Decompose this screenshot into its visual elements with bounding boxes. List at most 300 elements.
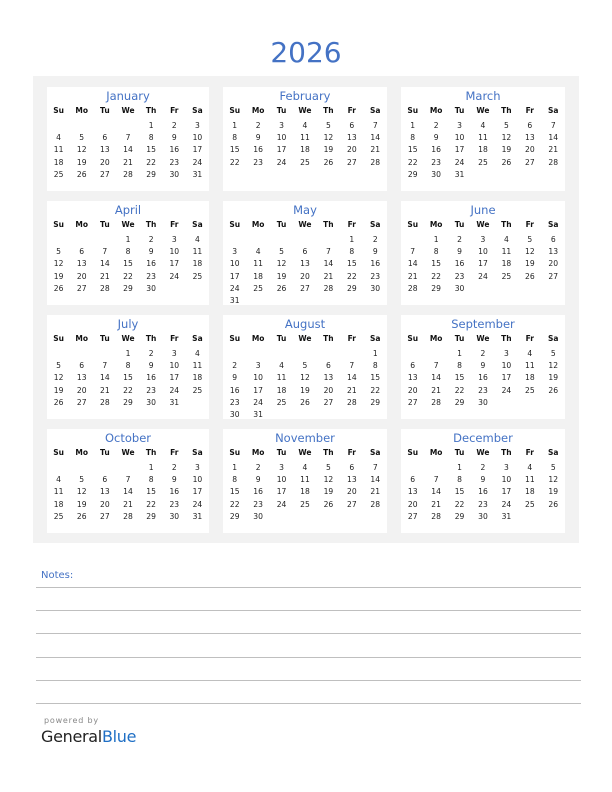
day-cell: 1 bbox=[232, 463, 238, 472]
month-card-february bbox=[223, 87, 387, 191]
day-cell: 6 bbox=[325, 361, 331, 371]
days-grid bbox=[401, 234, 565, 295]
day-cell: 13 bbox=[346, 133, 357, 143]
day-cell: 29 bbox=[146, 511, 156, 521]
day-cell: 31 bbox=[501, 511, 512, 521]
day-cell: 21 bbox=[346, 385, 357, 395]
day-cell: 18 bbox=[524, 487, 535, 497]
day-cell: 9 bbox=[480, 475, 486, 485]
days-grid bbox=[401, 120, 565, 181]
day-cell: 25 bbox=[300, 157, 310, 167]
weekday-label: Sa bbox=[548, 448, 559, 457]
empty-day bbox=[116, 120, 139, 132]
day-cell: 17 bbox=[276, 487, 287, 497]
weekday-header bbox=[401, 220, 565, 229]
day-cell: 14 bbox=[346, 373, 357, 383]
day-cell: 5 bbox=[550, 463, 556, 472]
day-cell: 13 bbox=[100, 487, 110, 497]
empty-day bbox=[47, 234, 70, 246]
weekday-header bbox=[47, 220, 209, 229]
day-cell: 12 bbox=[524, 247, 535, 257]
day-cell: 26 bbox=[524, 271, 535, 281]
day-cell: 17 bbox=[169, 259, 180, 269]
day-cell: 19 bbox=[53, 385, 64, 395]
day-cell: 11 bbox=[478, 133, 488, 143]
day-cell: 3 bbox=[171, 235, 177, 244]
weekday-label: Sa bbox=[370, 106, 381, 115]
day-cell: 7 bbox=[125, 475, 131, 485]
day-cell: 14 bbox=[407, 259, 418, 269]
day-cell: 4 bbox=[194, 349, 200, 358]
day-cell: 27 bbox=[300, 283, 310, 293]
weekday-label: Su bbox=[53, 448, 64, 457]
day-cell: 23 bbox=[253, 499, 263, 509]
day-cell: 6 bbox=[79, 247, 85, 257]
weekday-label: Tu bbox=[100, 448, 110, 457]
day-cell: 15 bbox=[123, 373, 133, 383]
day-cell: 6 bbox=[527, 121, 533, 130]
day-cell: 10 bbox=[229, 259, 240, 269]
day-cell: 18 bbox=[192, 259, 203, 269]
day-cell: 7 bbox=[550, 121, 556, 130]
day-cell: 18 bbox=[300, 145, 310, 155]
weekday-label: Th bbox=[145, 106, 157, 115]
day-cell: 31 bbox=[169, 397, 180, 407]
days-grid bbox=[223, 234, 387, 307]
day-cell: 22 bbox=[346, 271, 357, 281]
day-cell: 2 bbox=[457, 235, 462, 244]
weekday-label: Mo bbox=[75, 106, 89, 115]
day-cell: 14 bbox=[548, 133, 559, 143]
note-line bbox=[36, 657, 581, 658]
day-cell: 27 bbox=[76, 397, 87, 407]
day-cell: 21 bbox=[431, 499, 441, 509]
note-line bbox=[36, 703, 581, 704]
day-cell: 4 bbox=[503, 235, 509, 244]
day-cell: 25 bbox=[53, 511, 64, 521]
day-cell: 21 bbox=[100, 271, 110, 281]
empty-day bbox=[401, 348, 424, 360]
day-cell: 24 bbox=[276, 157, 287, 167]
empty-day bbox=[317, 348, 340, 360]
day-cell: 30 bbox=[169, 511, 180, 521]
day-cell: 28 bbox=[431, 511, 441, 521]
weekday-header bbox=[47, 106, 209, 115]
day-cell: 23 bbox=[146, 385, 156, 395]
day-cell: 18 bbox=[253, 271, 263, 281]
day-cell: 21 bbox=[370, 145, 381, 155]
month-card-january bbox=[47, 87, 209, 191]
day-cell: 3 bbox=[171, 349, 177, 358]
month-card-june bbox=[401, 201, 565, 305]
weekday-label: Fr bbox=[170, 448, 179, 457]
empty-day bbox=[70, 120, 93, 132]
weekday-label: Th bbox=[501, 220, 512, 229]
days-grid bbox=[47, 234, 209, 295]
day-cell: 28 bbox=[123, 169, 133, 179]
day-cell: 1 bbox=[349, 235, 355, 244]
weekday-header bbox=[401, 334, 565, 343]
day-cell: 24 bbox=[276, 499, 287, 509]
day-cell: 26 bbox=[501, 157, 512, 167]
day-cell: 18 bbox=[501, 259, 512, 269]
day-cell: 29 bbox=[123, 283, 133, 293]
day-cell: 14 bbox=[370, 475, 381, 485]
weekday-label: Mo bbox=[75, 448, 89, 457]
weekday-header bbox=[401, 106, 565, 115]
day-cell: 25 bbox=[300, 499, 310, 509]
days-grid bbox=[223, 348, 387, 421]
day-cell: 7 bbox=[125, 133, 131, 143]
weekday-label: Su bbox=[229, 334, 241, 343]
day-cell: 13 bbox=[407, 373, 418, 383]
day-cell: 7 bbox=[372, 121, 378, 130]
weekday-label: Sa bbox=[192, 448, 203, 457]
day-cell: 20 bbox=[100, 499, 110, 509]
day-cell: 5 bbox=[79, 133, 85, 143]
day-cell: 27 bbox=[100, 169, 110, 179]
month-name: April bbox=[114, 203, 142, 217]
day-cell: 9 bbox=[433, 133, 439, 143]
day-cell: 21 bbox=[431, 385, 441, 395]
day-cell: 8 bbox=[433, 247, 439, 257]
day-cell: 4 bbox=[527, 463, 533, 472]
day-cell: 6 bbox=[102, 133, 108, 143]
day-cell: 18 bbox=[276, 385, 287, 395]
day-cell: 25 bbox=[478, 157, 488, 167]
day-cell: 28 bbox=[370, 499, 381, 509]
day-cell: 29 bbox=[370, 397, 381, 407]
day-cell: 26 bbox=[53, 283, 64, 293]
day-cell: 8 bbox=[372, 361, 378, 371]
day-cell: 24 bbox=[192, 499, 203, 509]
month-card-july bbox=[47, 315, 209, 419]
notes-label: Notes: bbox=[41, 570, 74, 581]
weekday-label: Mo bbox=[429, 220, 443, 229]
month-card-march bbox=[401, 87, 565, 191]
day-cell: 23 bbox=[431, 157, 441, 167]
day-cell: 2 bbox=[372, 235, 378, 244]
note-line bbox=[36, 680, 581, 681]
weekday-label: Sa bbox=[548, 334, 559, 343]
weekday-label: We bbox=[298, 220, 312, 229]
empty-day bbox=[246, 348, 269, 360]
day-cell: 11 bbox=[53, 487, 64, 497]
weekday-label: Fr bbox=[525, 220, 534, 229]
empty-day bbox=[223, 234, 246, 246]
day-cell: 16 bbox=[431, 145, 441, 155]
empty-day bbox=[270, 348, 293, 360]
weekday-label: Mo bbox=[75, 334, 89, 343]
day-cell: 28 bbox=[123, 511, 133, 521]
day-cell: 20 bbox=[407, 499, 418, 509]
day-cell: 18 bbox=[53, 499, 64, 509]
empty-day bbox=[116, 462, 139, 474]
day-cell: 7 bbox=[349, 361, 355, 371]
day-cell: 30 bbox=[169, 169, 180, 179]
day-cell: 31 bbox=[192, 511, 203, 521]
day-cell: 17 bbox=[192, 145, 203, 155]
weekday-header bbox=[223, 448, 387, 457]
day-cell: 11 bbox=[276, 373, 287, 383]
day-cell: 3 bbox=[457, 121, 462, 130]
day-cell: 12 bbox=[548, 475, 559, 485]
day-cell: 2 bbox=[232, 361, 238, 371]
day-cell: 11 bbox=[192, 361, 203, 371]
day-cell: 9 bbox=[372, 247, 378, 257]
weekday-label: Su bbox=[229, 220, 241, 229]
weekday-label: We bbox=[298, 448, 312, 457]
day-cell: 21 bbox=[548, 145, 559, 155]
day-cell: 3 bbox=[255, 361, 261, 371]
day-cell: 31 bbox=[454, 169, 465, 179]
weekday-header bbox=[223, 220, 387, 229]
day-cell: 4 bbox=[302, 463, 308, 472]
month-name: March bbox=[465, 89, 501, 103]
weekday-label: Su bbox=[229, 106, 241, 115]
month-card-december bbox=[401, 429, 565, 533]
day-cell: 27 bbox=[407, 397, 418, 407]
day-cell: 13 bbox=[524, 133, 535, 143]
day-cell: 11 bbox=[192, 247, 203, 257]
day-cell: 5 bbox=[56, 247, 61, 257]
weekday-label: Tu bbox=[454, 106, 465, 115]
day-cell: 28 bbox=[346, 397, 357, 407]
day-cell: 5 bbox=[503, 121, 509, 130]
day-cell: 27 bbox=[100, 511, 110, 521]
day-cell: 26 bbox=[276, 283, 287, 293]
empty-day bbox=[70, 462, 93, 474]
note-line bbox=[36, 610, 581, 611]
day-cell: 12 bbox=[53, 373, 64, 383]
weekday-label: Th bbox=[323, 106, 334, 115]
day-cell: 3 bbox=[232, 247, 238, 257]
weekday-label: Fr bbox=[525, 448, 534, 457]
weekday-label: Fr bbox=[170, 220, 179, 229]
day-cell: 12 bbox=[323, 475, 334, 485]
weekday-label: Sa bbox=[548, 106, 559, 115]
day-cell: 3 bbox=[480, 235, 486, 244]
day-cell: 20 bbox=[100, 157, 110, 167]
empty-day bbox=[246, 234, 269, 246]
empty-day bbox=[223, 348, 246, 360]
day-cell: 23 bbox=[169, 157, 180, 167]
days-grid bbox=[47, 120, 209, 181]
day-cell: 8 bbox=[410, 133, 416, 143]
day-cell: 23 bbox=[253, 157, 263, 167]
day-cell: 7 bbox=[433, 361, 439, 371]
day-cell: 12 bbox=[76, 145, 87, 155]
empty-day bbox=[293, 234, 316, 246]
day-cell: 11 bbox=[253, 259, 263, 269]
day-cell: 10 bbox=[454, 133, 465, 143]
day-cell: 20 bbox=[76, 385, 87, 395]
weekday-label: Fr bbox=[170, 334, 179, 343]
day-cell: 8 bbox=[457, 475, 462, 485]
days-grid bbox=[401, 348, 565, 409]
day-cell: 19 bbox=[524, 259, 535, 269]
weekday-label: Mo bbox=[251, 220, 265, 229]
weekday-label: Mo bbox=[75, 220, 89, 229]
day-cell: 27 bbox=[346, 157, 357, 167]
day-cell: 26 bbox=[76, 511, 87, 521]
day-cell: 22 bbox=[146, 157, 156, 167]
year-title: 2026 bbox=[270, 36, 342, 69]
day-cell: 28 bbox=[431, 397, 441, 407]
day-cell: 9 bbox=[255, 133, 261, 143]
day-cell: 17 bbox=[192, 487, 203, 497]
day-cell: 17 bbox=[454, 145, 465, 155]
day-cell: 16 bbox=[454, 259, 465, 269]
day-cell: 20 bbox=[346, 487, 357, 497]
day-cell: 22 bbox=[454, 385, 465, 395]
day-cell: 25 bbox=[524, 385, 535, 395]
day-cell: 5 bbox=[56, 361, 61, 371]
day-cell: 17 bbox=[501, 487, 512, 497]
day-cell: 15 bbox=[146, 487, 156, 497]
brand-general: General bbox=[41, 727, 102, 746]
day-cell: 29 bbox=[146, 169, 156, 179]
day-cell: 22 bbox=[454, 499, 465, 509]
empty-day bbox=[47, 462, 70, 474]
day-cell: 23 bbox=[229, 397, 240, 407]
day-cell: 4 bbox=[56, 475, 61, 485]
day-cell: 19 bbox=[300, 385, 310, 395]
empty-day bbox=[401, 234, 424, 246]
day-cell: 14 bbox=[323, 259, 334, 269]
day-cell: 20 bbox=[548, 259, 559, 269]
day-cell: 29 bbox=[454, 397, 465, 407]
weekday-label: Mo bbox=[429, 334, 443, 343]
day-cell: 29 bbox=[454, 511, 465, 521]
day-cell: 1 bbox=[410, 121, 416, 130]
day-cell: 7 bbox=[325, 247, 331, 257]
month-name: February bbox=[279, 89, 331, 103]
day-cell: 19 bbox=[76, 499, 87, 509]
day-cell: 4 bbox=[255, 247, 261, 257]
day-cell: 2 bbox=[148, 235, 154, 244]
day-cell: 23 bbox=[478, 499, 488, 509]
day-cell: 3 bbox=[279, 121, 284, 130]
day-cell: 19 bbox=[548, 373, 559, 383]
day-cell: 6 bbox=[349, 463, 355, 472]
day-cell: 4 bbox=[302, 121, 308, 130]
day-cell: 28 bbox=[100, 397, 110, 407]
weekday-label: Su bbox=[53, 334, 64, 343]
day-cell: 2 bbox=[171, 121, 177, 130]
day-cell: 12 bbox=[323, 133, 334, 143]
day-cell: 5 bbox=[325, 463, 331, 472]
day-cell: 8 bbox=[232, 133, 238, 143]
day-cell: 28 bbox=[323, 283, 334, 293]
day-cell: 1 bbox=[148, 463, 154, 472]
day-cell: 1 bbox=[232, 121, 238, 130]
day-cell: 16 bbox=[478, 487, 488, 497]
day-cell: 3 bbox=[503, 463, 509, 472]
month-card-april bbox=[47, 201, 209, 305]
day-cell: 20 bbox=[300, 271, 310, 281]
weekday-label: Fr bbox=[525, 334, 534, 343]
weekday-label: We bbox=[121, 220, 135, 229]
day-cell: 14 bbox=[431, 373, 441, 383]
month-card-october bbox=[47, 429, 209, 533]
weekday-label: Su bbox=[407, 106, 419, 115]
day-cell: 27 bbox=[76, 283, 87, 293]
empty-day bbox=[270, 234, 293, 246]
day-cell: 2 bbox=[148, 349, 154, 358]
brand-logo bbox=[41, 727, 136, 746]
day-cell: 22 bbox=[229, 499, 240, 509]
day-cell: 29 bbox=[346, 283, 357, 293]
day-cell: 5 bbox=[325, 121, 331, 130]
month-name: September bbox=[451, 317, 515, 331]
day-cell: 16 bbox=[370, 259, 381, 269]
empty-day bbox=[47, 120, 70, 132]
day-cell: 23 bbox=[478, 385, 488, 395]
day-cell: 20 bbox=[407, 385, 418, 395]
day-cell: 26 bbox=[548, 385, 559, 395]
day-cell: 4 bbox=[279, 361, 284, 371]
day-cell: 25 bbox=[501, 271, 512, 281]
day-cell: 6 bbox=[410, 475, 416, 485]
day-cell: 9 bbox=[171, 133, 177, 143]
day-cell: 17 bbox=[276, 145, 287, 155]
day-cell: 29 bbox=[123, 397, 133, 407]
day-cell: 30 bbox=[454, 283, 465, 293]
day-cell: 16 bbox=[169, 145, 180, 155]
day-cell: 23 bbox=[146, 271, 156, 281]
day-cell: 20 bbox=[524, 145, 535, 155]
empty-day bbox=[93, 120, 116, 132]
day-cell: 6 bbox=[410, 361, 416, 371]
day-cell: 9 bbox=[480, 361, 486, 371]
weekday-label: Su bbox=[229, 448, 241, 457]
day-cell: 16 bbox=[169, 487, 180, 497]
day-cell: 22 bbox=[431, 271, 441, 281]
weekday-label: Sa bbox=[192, 106, 203, 115]
days-grid bbox=[47, 348, 209, 409]
weekday-header bbox=[401, 448, 565, 457]
day-cell: 2 bbox=[433, 121, 439, 130]
day-cell: 23 bbox=[370, 271, 381, 281]
weekday-label: Mo bbox=[251, 106, 265, 115]
day-cell: 14 bbox=[100, 373, 110, 383]
day-cell: 25 bbox=[276, 397, 287, 407]
day-cell: 2 bbox=[255, 121, 261, 130]
day-cell: 5 bbox=[279, 247, 284, 257]
weekday-label: Su bbox=[53, 106, 64, 115]
weekday-label: Th bbox=[501, 334, 512, 343]
day-cell: 18 bbox=[300, 487, 310, 497]
month-name: January bbox=[106, 89, 150, 103]
weekday-label: Fr bbox=[525, 106, 534, 115]
day-cell: 11 bbox=[501, 247, 512, 257]
day-cell: 25 bbox=[192, 271, 203, 281]
day-cell: 25 bbox=[524, 499, 535, 509]
day-cell: 3 bbox=[194, 121, 200, 130]
day-cell: 12 bbox=[76, 487, 87, 497]
day-cell: 10 bbox=[192, 133, 203, 143]
day-cell: 7 bbox=[372, 463, 378, 472]
day-cell: 26 bbox=[323, 499, 334, 509]
day-cell: 2 bbox=[255, 463, 261, 472]
day-cell: 24 bbox=[253, 397, 263, 407]
day-cell: 11 bbox=[524, 361, 535, 371]
weekday-header bbox=[47, 448, 209, 457]
day-cell: 9 bbox=[171, 475, 177, 485]
day-cell: 31 bbox=[192, 169, 203, 179]
day-cell: 9 bbox=[232, 373, 238, 383]
